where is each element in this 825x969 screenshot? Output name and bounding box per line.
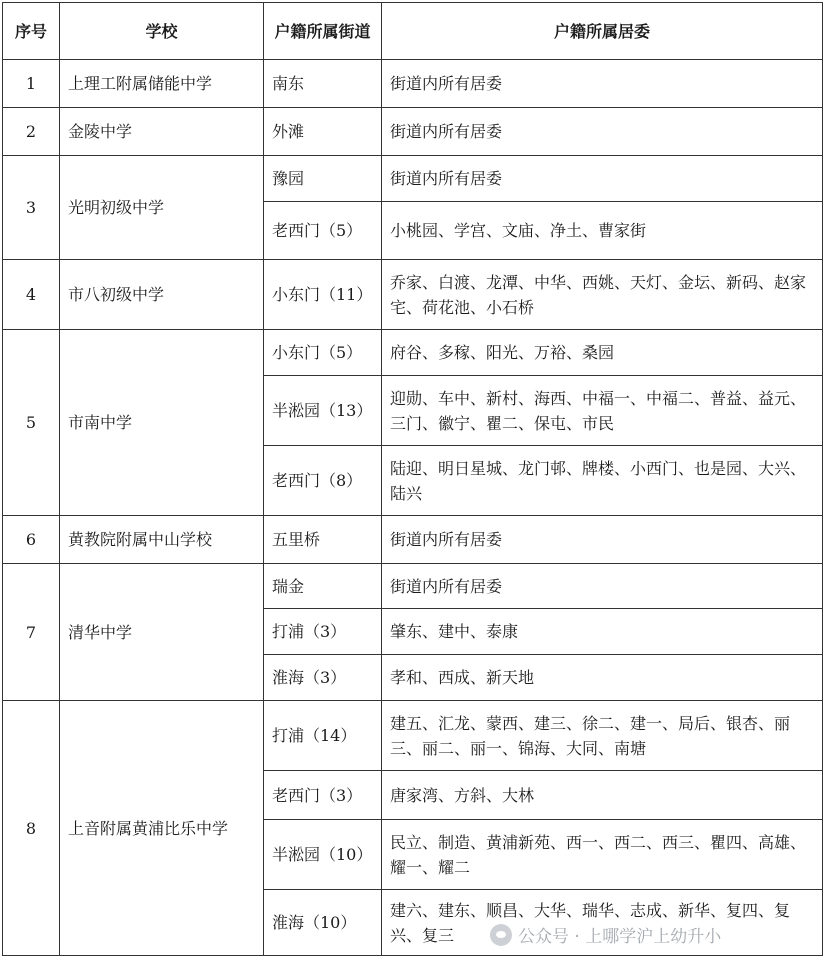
- cell-seq: 7: [3, 564, 60, 701]
- cell-school: 清华中学: [60, 564, 264, 701]
- cell-seq: 5: [3, 330, 60, 516]
- watermark-text: 公众号 · 上哪学沪上幼升小: [518, 927, 722, 947]
- cell-committee: 府谷、多稼、阳光、万裕、桑园: [382, 330, 823, 376]
- header-school: 学校: [60, 3, 264, 60]
- table-row: [3, 564, 823, 609]
- cell-street: 老西门（8）: [264, 446, 382, 516]
- cell-street: 小东门（11）: [264, 260, 382, 330]
- cell-street: 小东门（5）: [264, 330, 382, 376]
- cell-street: 淮海（10）: [264, 890, 382, 956]
- watermark: [490, 922, 721, 947]
- school-district-table: [2, 2, 823, 956]
- cell-committee: 肇东、建中、泰康: [382, 609, 823, 655]
- wechat-icon: [490, 924, 512, 946]
- cell-committee: 迎勋、车中、新村、海西、中福一、中福二、普益、益元、三门、徽宁、瞿二、保屯、市民: [382, 376, 823, 446]
- cell-street: 打浦（3）: [264, 609, 382, 655]
- cell-street: 老西门（3）: [264, 771, 382, 820]
- cell-committee: 建五、汇龙、蒙西、建三、徐二、建一、局后、银杏、丽三、丽二、丽一、锦海、大同、南塘: [382, 701, 823, 771]
- cell-school: 上理工附属储能中学: [60, 60, 264, 108]
- cell-seq: 8: [3, 701, 60, 956]
- cell-committee: 街道内所有居委: [382, 564, 823, 609]
- table-row: [3, 108, 823, 156]
- cell-street: 打浦（14）: [264, 701, 382, 771]
- cell-committee: 孝和、西成、新天地: [382, 655, 823, 701]
- cell-committee: 小桃园、学宫、文庙、净土、曹家街: [382, 202, 823, 260]
- table-row: [3, 156, 823, 202]
- header-committee: 户籍所属居委: [382, 3, 823, 60]
- table-row: [3, 701, 823, 771]
- cell-street: 半淞园（13）: [264, 376, 382, 446]
- cell-committee: 民立、制造、黄浦新苑、西一、西二、西三、瞿四、高雄、耀一、耀二: [382, 820, 823, 890]
- cell-committee: 唐家湾、方斜、大林: [382, 771, 823, 820]
- cell-seq: 3: [3, 156, 60, 260]
- table-body: [3, 60, 823, 956]
- cell-seq: 2: [3, 108, 60, 156]
- header-row: [3, 3, 823, 60]
- cell-street: 瑞金: [264, 564, 382, 609]
- cell-school: 光明初级中学: [60, 156, 264, 260]
- cell-school: 上音附属黄浦比乐中学: [60, 701, 264, 956]
- cell-committee: 街道内所有居委: [382, 516, 823, 564]
- cell-committee: 陆迎、明日星城、龙门邨、牌楼、小西门、也是园、大兴、陆兴: [382, 446, 823, 516]
- cell-street: 淮海（3）: [264, 655, 382, 701]
- cell-school: 黄教院附属中山学校: [60, 516, 264, 564]
- cell-committee: 街道内所有居委: [382, 108, 823, 156]
- header-street: 户籍所属街道: [264, 3, 382, 60]
- cell-committee: 街道内所有居委: [382, 156, 823, 202]
- table-row: [3, 260, 823, 330]
- cell-committee: 乔家、白渡、龙潭、中华、西姚、天灯、金坛、新码、赵家宅、荷花池、小石桥: [382, 260, 823, 330]
- cell-street: 豫园: [264, 156, 382, 202]
- cell-school: 市南中学: [60, 330, 264, 516]
- cell-seq: 1: [3, 60, 60, 108]
- cell-school: 金陵中学: [60, 108, 264, 156]
- cell-committee: 建六、建东、顺昌、大华、瑞华、志成、新华、复四、复兴、复三: [382, 890, 823, 956]
- table-row: [3, 330, 823, 376]
- table-row: [3, 516, 823, 564]
- header-seq: 序号: [3, 3, 60, 60]
- cell-committee: 街道内所有居委: [382, 60, 823, 108]
- cell-street: 南东: [264, 60, 382, 108]
- cell-street: 外滩: [264, 108, 382, 156]
- cell-seq: 6: [3, 516, 60, 564]
- cell-street: 半淞园（10）: [264, 820, 382, 890]
- cell-school: 市八初级中学: [60, 260, 264, 330]
- table-row: [3, 60, 823, 108]
- cell-street: 五里桥: [264, 516, 382, 564]
- cell-seq: 4: [3, 260, 60, 330]
- cell-street: 老西门（5）: [264, 202, 382, 260]
